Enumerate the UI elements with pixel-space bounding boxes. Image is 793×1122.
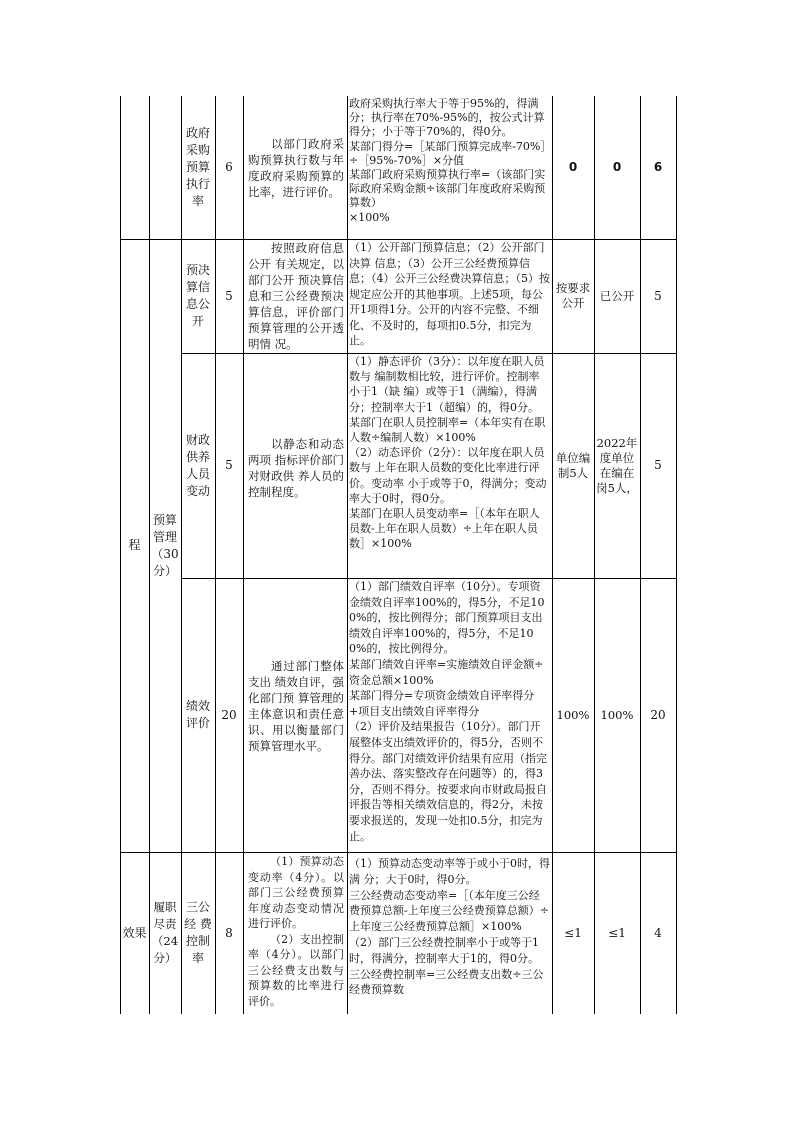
weight-procurement: 6 bbox=[225, 160, 233, 174]
indicator-staffing: 财政 供养 人员 变动 bbox=[185, 432, 210, 498]
table-line bbox=[676, 96, 677, 1014]
criteria-line: 某部门政府采购预算执行率=（该部门实际政府采购金额÷该部门年度政府采购预算数） bbox=[349, 168, 546, 210]
target-disclosure: 按要求 公开 bbox=[555, 281, 591, 310]
description-paragraph: （2）支出控制率（4分）。以部门三公经费支出数与预算数的比率进行评价。 bbox=[248, 932, 344, 1008]
criteria-line: （1）部门绩效自评率（10分）。专项资金绩效自评率100%的，得5分，不足100%的，按比例得分；部门预算项目支出绩效自评率100%的，得5分，不足100%的，按比例得分。 bbox=[349, 580, 545, 656]
criteria-line: （2）动态评价（2分）：以年度在职人员数与 上年在职人员数的变化比率进行评价。变动率 小于或等于0，得满分；变动率大于0时，得0分。 bbox=[349, 446, 547, 505]
weight-performance: 20 bbox=[221, 707, 237, 722]
criteria-three-public bbox=[347, 856, 552, 998]
indicator-performance: 绩效 评价 bbox=[185, 699, 210, 730]
criteria-line: 三公经费动态变动率=［（本年度三公经费预算总额-上年度三公经费预算总额）÷上年度三公经费预算总额］×100% bbox=[349, 888, 549, 934]
target-three-public: ≤1 bbox=[564, 925, 582, 940]
weight-three-public: 8 bbox=[225, 925, 233, 940]
indicator-procurement: 政府 采购 预算 执行 率 bbox=[185, 126, 210, 208]
description-three-public bbox=[246, 854, 346, 1009]
description-paragraph: （1）预算动态变动率（4分）。以部门三公经费预算年度动态变动情况进行评价。 bbox=[248, 855, 344, 930]
category-effect: 效果 bbox=[122, 925, 147, 940]
criteria-line: 某部门得分=专项资金绩效自评率得分+项目支出绩效自评率得分 bbox=[349, 689, 535, 718]
description-disclosure: 按照政府信息公开 有关规定，以部门公开 预决算信息和三公经费预决算信息，评价部门 预算管理的公开透明情 况。 bbox=[248, 241, 344, 351]
criteria-line: （1）公开部门预算信息；（2）公开部门决算 信息；（3）公开三公经费预算信息；（4）公开三公经费决算信息；（5）按规定应公开的其他事项。上述5项，每公开1项得1分。公开的内容不完整、不细化、不及时的，每项扣0.5分，扣完为止。 bbox=[349, 241, 550, 347]
target-procurement: 0 bbox=[568, 160, 578, 174]
score-disclosure: 5 bbox=[654, 288, 662, 303]
description-procurement: 以部门政府采购预算执行数与年度政府采购预算的比率，进行评价。 bbox=[248, 137, 344, 199]
secondary-budget-management: 预算 管理 （30 分） bbox=[151, 512, 179, 578]
criteria-line: 某部门在职人员变动率=［（本年在职人员数-上年在职人员数）÷上年在职人员数］×100% bbox=[349, 507, 540, 551]
table-line bbox=[243, 96, 244, 1014]
criteria-performance bbox=[347, 579, 552, 844]
description-performance: 通过部门整体支出 绩效自评，强化部门预 算管理的主体意识和责任意识、用以衡量部门 预算管理水平。 bbox=[248, 659, 344, 753]
target-staffing: 单位编 制5人 bbox=[555, 450, 591, 480]
description-staffing: 以静态和动态两项 指标评价部门对财政供 养人员的控制程度。 bbox=[248, 437, 344, 499]
criteria-disclosure bbox=[347, 240, 552, 349]
criteria-line: 政府采购执行率大于等于95%的，得满分；执行率在70%-95%的，按公式计算得分；小于等于70%的，得0分。 bbox=[349, 97, 545, 139]
actual-staffing: 2022年 度单位 在编在 岗5人， bbox=[596, 435, 638, 495]
actual-disclosure: 已公开 bbox=[599, 288, 635, 303]
criteria-procurement bbox=[347, 97, 552, 225]
actual-three-public: ≤1 bbox=[608, 925, 626, 940]
score-performance: 20 bbox=[650, 707, 666, 722]
actual-procurement: 0 bbox=[612, 160, 622, 174]
indicator-disclosure: 预决 算信 息公 开 bbox=[185, 263, 210, 328]
category-process: 程 bbox=[128, 538, 141, 552]
score-procurement: 6 bbox=[653, 160, 663, 174]
target-performance: 100% bbox=[556, 707, 590, 722]
criteria-line: （2）评价及结果报告（10分）。部门开展整体支出绩效评价的，得5分，否则不得分。部门对绩效评价结果有应用（指完善办法、落实整改存在问题等）的，得3分，否则不得分。按要求向市财政局报自评报告等相关绩效信息的，得2分，未按要求报送的，发现一处扣0.5分，扣完为止。 bbox=[349, 720, 547, 843]
secondary-duty: 履职 尽责 （24 分） bbox=[151, 900, 179, 965]
weight-staffing: 5 bbox=[225, 458, 233, 472]
criteria-line: （2）部门三公经费控制率小于或等于1时，得满分，控制率大于1的，得0分。 bbox=[349, 935, 539, 965]
criteria-line: （1）静态评价（3分）：以年度在职人员数与 编制数相比较，进行评价。控制率小于1（缺 编）或等于1（满编），得满分；控制率大于1（超编）的，得0分。 bbox=[349, 355, 545, 414]
criteria-line: 某部门绩效自评率=实施绩效自评金额÷资金总额×100% bbox=[349, 657, 544, 687]
criteria-line: （1）预算动态变动率等于或小于0时，得满 分；大于0时，得0分。 bbox=[349, 857, 550, 886]
criteria-line: 某部门得分=［某部门预算完成率-70%］÷［95%-70%］×分值 bbox=[349, 139, 546, 167]
criteria-staffing bbox=[347, 354, 552, 552]
weight-disclosure: 5 bbox=[225, 288, 233, 303]
score-three-public: 4 bbox=[654, 925, 662, 940]
criteria-line: 三公经费控制率=三公经费支出数÷三公经费预算数 bbox=[349, 967, 544, 997]
criteria-line: 某部门在职人员控制率=（本年实有在职人数÷编制人数）×100% bbox=[349, 415, 546, 445]
actual-performance: 100% bbox=[600, 707, 634, 722]
indicator-three-public: 三公 经 费 控制 率 bbox=[184, 900, 212, 965]
criteria-line: ×100% bbox=[349, 210, 390, 224]
score-staffing: 5 bbox=[654, 458, 662, 472]
